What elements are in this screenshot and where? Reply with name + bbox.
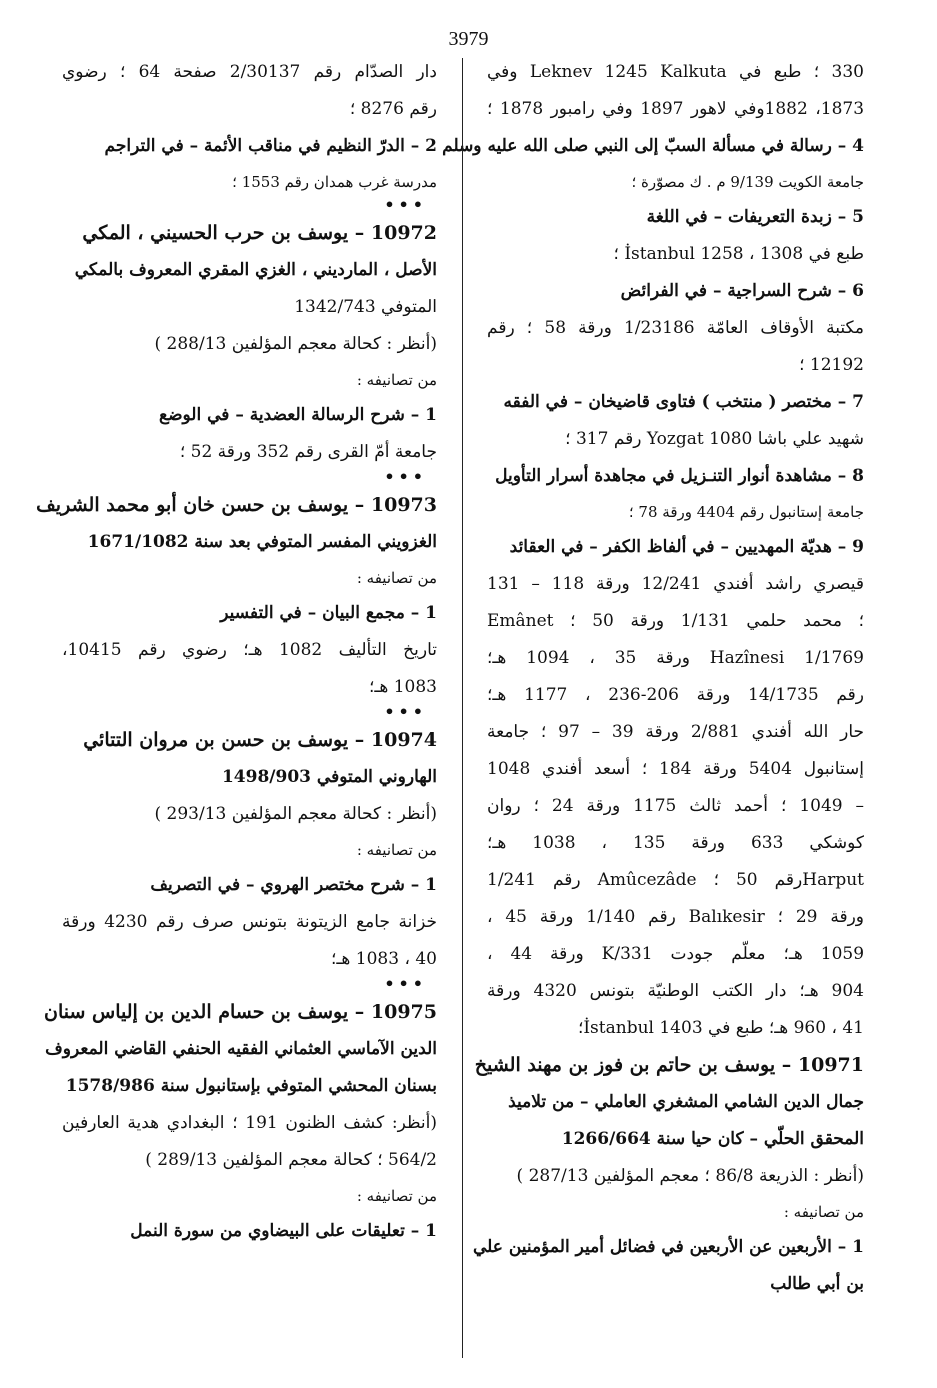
text-line: 12192 ؛	[799, 355, 864, 375]
text-line: Hazînesi 1/1769 ورقة 35 ، 1094 هـ؛	[487, 648, 864, 668]
text-line: رقم 8276 ؛	[349, 99, 437, 119]
work-title-line: الهاروني المتوفي 1498/903	[221, 767, 437, 787]
text-line: شهيد علي باشا 1080 Yozgat رقم 317 ؛	[565, 429, 864, 449]
text-line: 1059 هـ؛ معلّم جودت 331/K ورقة 44 ،	[487, 944, 865, 964]
text-line: 1873، 1882وفي لاهور 1897 وفي رامبور 1878 ؛	[487, 99, 865, 119]
text-line: قيصري راشد أفندي 12/241 ورقة 118 – 131	[487, 574, 864, 594]
work-title-line: 1 – شرح الرسالة العضدية – في الوضع	[159, 405, 437, 425]
separator-dots: •••	[384, 974, 427, 993]
work-title-line: بسنان المحشي المتوفي بإستانبول سنة 1578/986	[65, 1076, 437, 1096]
text-line: 40 ، 1083 هـ؛	[331, 949, 437, 969]
text-line: ؛ محمد حلمي 1/131 ورقة 50 ؛ Emânet	[487, 611, 865, 631]
entry-heading: 10974 – يوسف بن حسن بن مروان التتائي	[83, 729, 437, 751]
text-line: – 1049 ؛ أحمد ثالث 1175 ورقة 24 ؛ روان	[487, 796, 865, 816]
text-line: خزانة جامع الزيتونة بتونس صرف رقم 4230 ورقة	[62, 912, 437, 932]
work-title-line: 7 – مختصر ( منتخب ) فتاوى قاضيخان – في الفقه	[503, 392, 864, 412]
text-line: تاريخ التأليف 1082 هـ؛ رضوي رقم 10415،	[62, 640, 437, 660]
text-line: من تصانيفه :	[356, 841, 437, 859]
work-title-line: الدين الآماسي العثماني الفقيه الحنفي القاضي المعروف	[45, 1039, 437, 1059]
column-divider	[462, 58, 463, 1358]
work-title-line: بن أبي طالب	[770, 1274, 864, 1294]
entry-heading: 10975 – يوسف بن حسام الدين بن إلياس سنان	[44, 1001, 437, 1023]
work-title-line: المحقق الحلّي – كان حيا سنة 1266/664	[561, 1129, 864, 1149]
work-title-line: 6 – شرح السراجية – في الفرائض	[620, 281, 864, 301]
text-line: طبع في İstanbul 1258 ، 1308 ؛	[613, 244, 864, 264]
entry-heading: 10973 – يوسف بن حسن خان أبو محمد الشريف	[36, 494, 437, 516]
work-title-line: 4 – رسالة في مسألة السبّ إلى النبي صلى الله عليه وسلم	[442, 136, 864, 156]
entry-separator	[62, 974, 437, 994]
separator-dots: •••	[384, 467, 427, 486]
page-number: 3979	[448, 28, 489, 50]
separator-dots: •••	[384, 702, 427, 721]
text-line: ورقة 29 ؛ Balıkesir رقم 1/140 ورقة 45 ،	[487, 907, 864, 927]
text-line: 564/2 ؛ كحالة معجم المؤلفين 289/13 )	[145, 1150, 437, 1170]
left-column	[36, 54, 437, 1250]
entry-heading: 10972 – يوسف بن حرب الحسيني ، المكي	[82, 222, 437, 244]
work-title-line: الأصل ، المارديني ، الغزي المقري المعروف بالمكي	[74, 260, 437, 280]
text-line: مدرسة غرب همدان رقم 1553 ؛	[232, 173, 437, 191]
text-line: من تصانيفه :	[356, 371, 437, 389]
text-line: رقم 14/1735 ورقة 206-236 ، 1177 هـ؛	[487, 685, 865, 705]
text-line: (أنظر : الذريعة 86/8 ؛ معجم المؤلفين 287/13 )	[516, 1166, 864, 1186]
entry-separator	[62, 702, 437, 722]
text-line: جامعة الكويت 9/139 م . ك مصوّرة ؛	[631, 173, 864, 191]
text-line: من تصانيفه :	[356, 1187, 437, 1205]
text-line: 904 هـ؛ دار الكتب الوطنيّة بتونس 4320 ورقة	[487, 981, 864, 1001]
entry-separator	[62, 195, 437, 215]
work-title-line: 1 – الأربعين عن الأربعين في فضائل أمير المؤمنين علي	[472, 1237, 864, 1257]
text-line: من تصانيفه :	[356, 569, 437, 587]
right-column	[442, 54, 865, 1303]
text-line: المتوفي 1342/743	[294, 297, 437, 317]
text-line: 41 ، 960 هـ؛ طبع في İstanbul 1403؛	[577, 1018, 864, 1038]
work-title-line: 8 – مشاهدة أنوار التنـزيل في مجاهدة أسرار التأويل	[495, 466, 864, 486]
text-line: مكتبة الأوقاف العامّة 1/23186 ورقة 58 ؛ رقم	[487, 318, 864, 338]
work-title-line: الغزويني المفسر المتوفي بعد سنة 1671/1082	[87, 532, 437, 552]
work-title-line: 2 – الدرّ النظيم في مناقب الأئمة – في التراجم	[104, 136, 437, 156]
separator-dots: •••	[384, 195, 427, 214]
text-line: 330 ؛ طبع في Leknev 1245 Kalkuta وفي	[487, 62, 864, 82]
entry-separator	[62, 467, 437, 487]
work-title-line: 5 – زبدة التعريفات – في اللغة	[646, 207, 864, 227]
text-line: دار الصدّام رقم 2/30137 صفحة 64 ؛ رضوي	[62, 62, 437, 82]
text-line: 1083 هـ؛	[368, 677, 437, 697]
work-title-line: 1 – مجمع البيان – في التفسير	[220, 603, 437, 623]
text-line: Harputرقم 50 ؛ Amûcezâde رقم 1/241	[487, 870, 864, 890]
text-line: جامعة أمّ القرى رقم 352 ورقة 52 ؛	[179, 442, 437, 462]
text-line: (أنظر: كشف الظنون 191 ؛ البغدادي هدية العارفين	[62, 1113, 437, 1133]
text-line: إستانبول 5404 ورقة 184 ؛ أسعد أفندي 1048	[487, 759, 865, 779]
text-line: حار الله أفندي 2/881 ورقة 39 – 97 ؛ جامعة	[487, 722, 865, 742]
work-title-line: 9 – هديّة المهديين – في ألفاظ الكفر – في العقائد	[509, 537, 864, 557]
work-title-line: 1 – تعليقات على البيضاوي من سورة النمل	[130, 1221, 437, 1241]
text-line: (أنظر : كحالة معجم المؤلفين 293/13 )	[154, 804, 437, 824]
text-line: (أنظر : كحالة معجم المؤلفين 288/13 )	[154, 334, 437, 354]
work-title-line: 1 – شرح مختصر الهروي – في التصريف	[150, 875, 437, 895]
text-line: جامعة إستانبول رقم 4404 ورقة 78 ؛	[628, 503, 864, 521]
work-title-line: جمال الدين الشامي المشغري العاملي – من تلاميذ	[508, 1092, 864, 1112]
text-line: من تصانيفه :	[783, 1203, 864, 1221]
entry-heading: 10971 – يوسف بن حاتم بن فوز بن مهند الشيخ	[474, 1054, 864, 1076]
text-line: كوشكي 633 ورقة 135 ، 1038 هـ؛	[487, 833, 865, 853]
